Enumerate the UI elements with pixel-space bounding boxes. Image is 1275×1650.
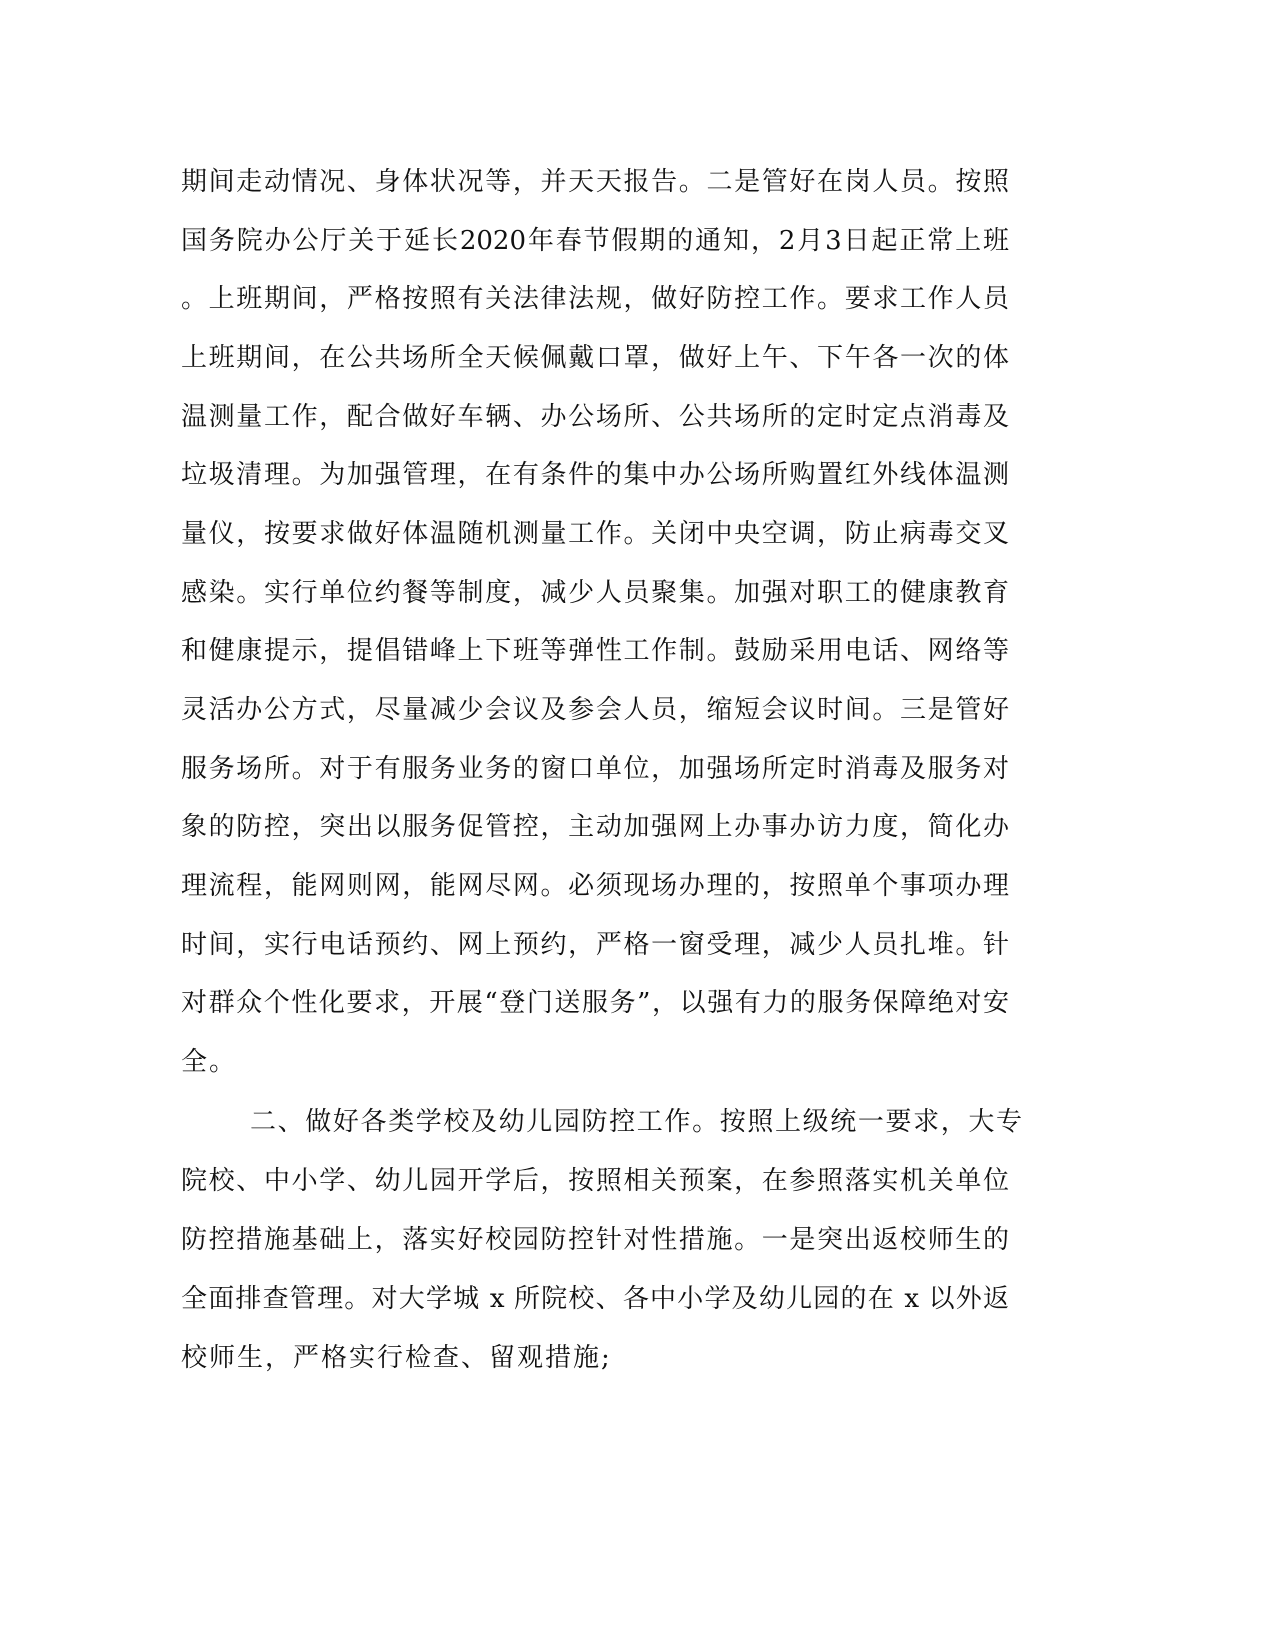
text-line: 校师生，严格实行检查、留观措施; (181, 1343, 612, 1373)
text-line: 期间走动情况、身体状况等，并天天报告。二是管好在岗人员。按照 (181, 167, 1009, 197)
text-line: 温测量工作，配合做好车辆、办公场所、公共场所的定时定点消毒及 (181, 402, 1009, 432)
text-line: 量仪，按要求做好体温随机测量工作。关闭中央空调，防止病毒交叉 (181, 519, 1009, 549)
text-line: 时间，实行电话预约、网上预约，严格一窗受理，减少人员扎堆。针 (181, 930, 1009, 960)
text-line: 防控措施基础上，落实好校园防控针对性措施。一是突出返校师生的 (181, 1225, 1009, 1255)
text-line: 理流程，能网则网，能网尽网。必须现场办理的，按照单个事项办理 (181, 871, 1009, 901)
text-line: 全面排查管理。对大学城 x 所院校、各中小学及幼儿园的在 x 以外返 (181, 1284, 1009, 1314)
text-line: 上班期间，在公共场所全天候佩戴口罩，做好上午、下午各一次的体 (181, 343, 1009, 373)
text-line: 感染。实行单位约餐等制度，减少人员聚集。加强对职工的健康教育 (181, 578, 1009, 608)
text-line: 象的防控，突出以服务促管控，主动加强网上办事办访力度，简化办 (181, 812, 1009, 842)
paragraph-heading-line: 二、做好各类学校及幼儿园防控工作。按照上级统一要求，大专 (250, 1107, 1022, 1137)
text-line: 和健康提示，提倡错峰上下班等弹性工作制。鼓励采用电话、网络等 (181, 636, 1009, 666)
text-line: 全。 (181, 1047, 238, 1077)
text-line: 灵活办公方式，尽量减少会议及参会人员，缩短会议时间。三是管好 (181, 695, 1009, 725)
text-line: 院校、中小学、幼儿园开学后，按照相关预案，在参照落实机关单位 (181, 1166, 1009, 1196)
text-line: 服务场所。对于有服务业务的窗口单位，加强场所定时消毒及服务对 (181, 754, 1009, 784)
text-line: 国务院办公厅关于延长2020年春节假期的通知，2月3日起正常上班 (181, 226, 1009, 256)
text-line: 对群众个性化要求，开展“登门送服务”，以强有力的服务保障绝对安 (181, 988, 1009, 1018)
text-line: 垃圾清理。为加强管理，在有条件的集中办公场所购置红外线体温测 (181, 460, 1009, 490)
text-line: 。上班期间，严格按照有关法律法规，做好防控工作。要求工作人员 (181, 284, 1009, 314)
